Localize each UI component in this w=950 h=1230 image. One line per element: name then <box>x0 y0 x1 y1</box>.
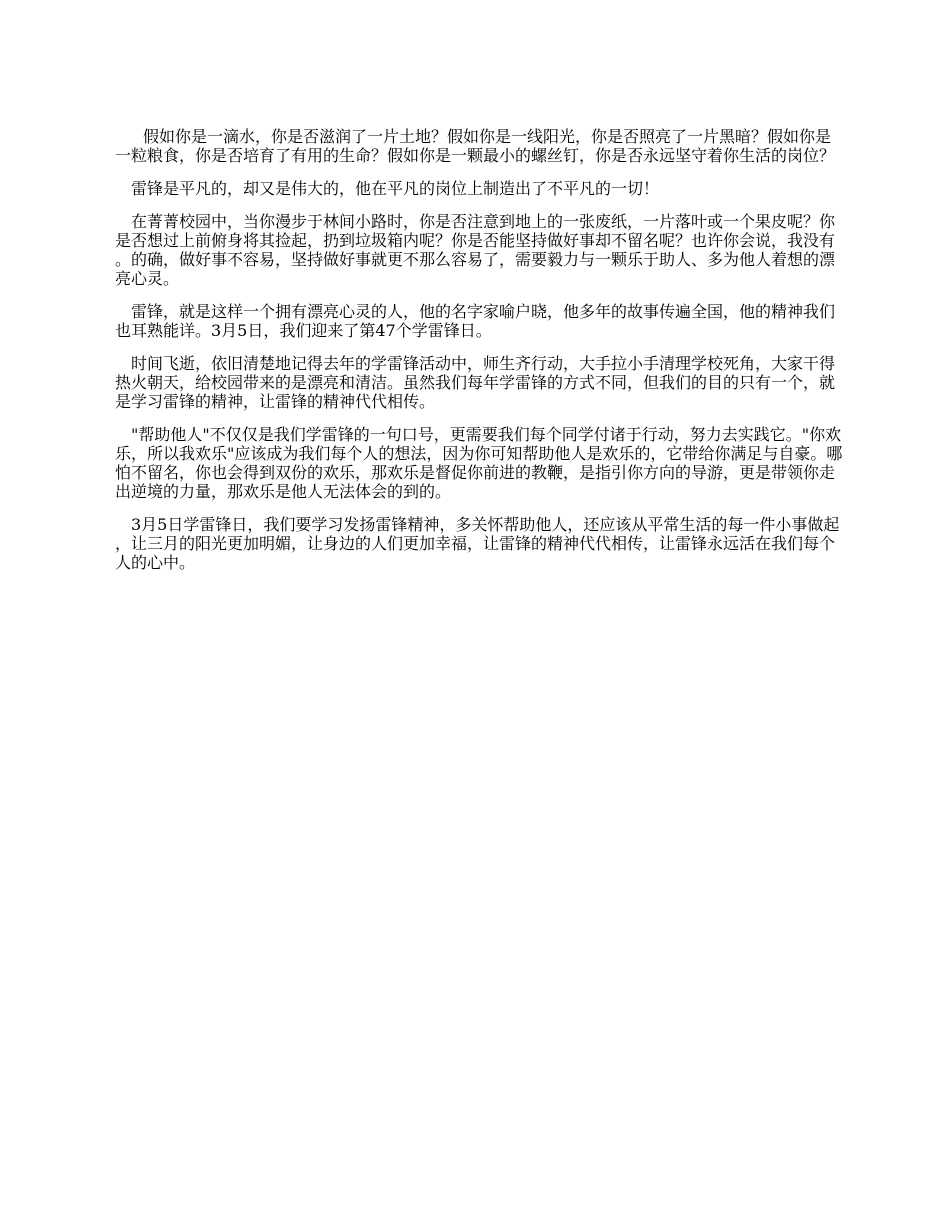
paragraph-1: 假如你是一滴水，你是否滋润了一片土地？假如你是一线阳光，你是否照亮了一片黑暗？假如你是一粒粮食，你是否培育了有用的生命？假如你是一颗最小的螺丝钉，你是否永远坚守着你生活的岗位？ <box>115 127 836 165</box>
paragraph-3: 在菁菁校园中，当你漫步于林间小路时，你是否注意到地上的一张废纸，一片落叶或一个果皮呢？你是否想过上前俯身将其捡起，扔到垃圾箱内呢？你是否能坚持做好事却不留名呢？也许你会说，我没有。的确，做好事不容易，坚持做好事就更不那么容易了，需要毅力与一颗乐于助人、多为他人着想的漂亮心灵。 <box>115 212 836 288</box>
paragraph-4: 雷锋，就是这样一个拥有漂亮心灵的人，他的名字家喻户晓，他多年的故事传遍全国，他的精神我们也耳熟能详。3月5日，我们迎来了第47个学雷锋日。 <box>115 302 836 340</box>
paragraph-2: 雷锋是平凡的，却又是伟大的，他在平凡的岗位上制造出了不平凡的一切！ <box>131 179 660 198</box>
paragraph-6: "帮助他人"不仅仅是我们学雷锋的一句口号，更需要我们每个同学付诸于行动，努力去实践它。"你欢乐，所以我欢乐"应该成为我们每个人的想法，因为你可知帮助他人是欢乐的，它带给你满足与自豪。哪怕不留名，你也会得到双份的欢乐，那欢乐是督促你前进的教鞭，是指引你方向的导游，更是带领你走出逆境的力量，那欢乐是他人无法体会的到的。 <box>115 425 843 501</box>
document-page <box>115 127 843 572</box>
paragraph-7: 3月5日学雷锋日，我们要学习发扬雷锋精神，多关怀帮助他人，还应该从平常生活的每一件小事做起，让三月的阳光更加明媚，让身边的人们更加幸福，让雷锋的精神代代相传，让雷锋永远活在我们每个人的心中。 <box>115 515 840 572</box>
paragraph-5: 时间飞逝，依旧清楚地记得去年的学雷锋活动中，师生齐行动，大手拉小手清理学校死角，大家干得热火朝天，给校园带来的是漂亮和清洁。虽然我们每年学雷锋的方式不同，但我们的目的只有一个，就是学习雷锋的精神，让雷锋的精神代代相传。 <box>115 354 836 411</box>
